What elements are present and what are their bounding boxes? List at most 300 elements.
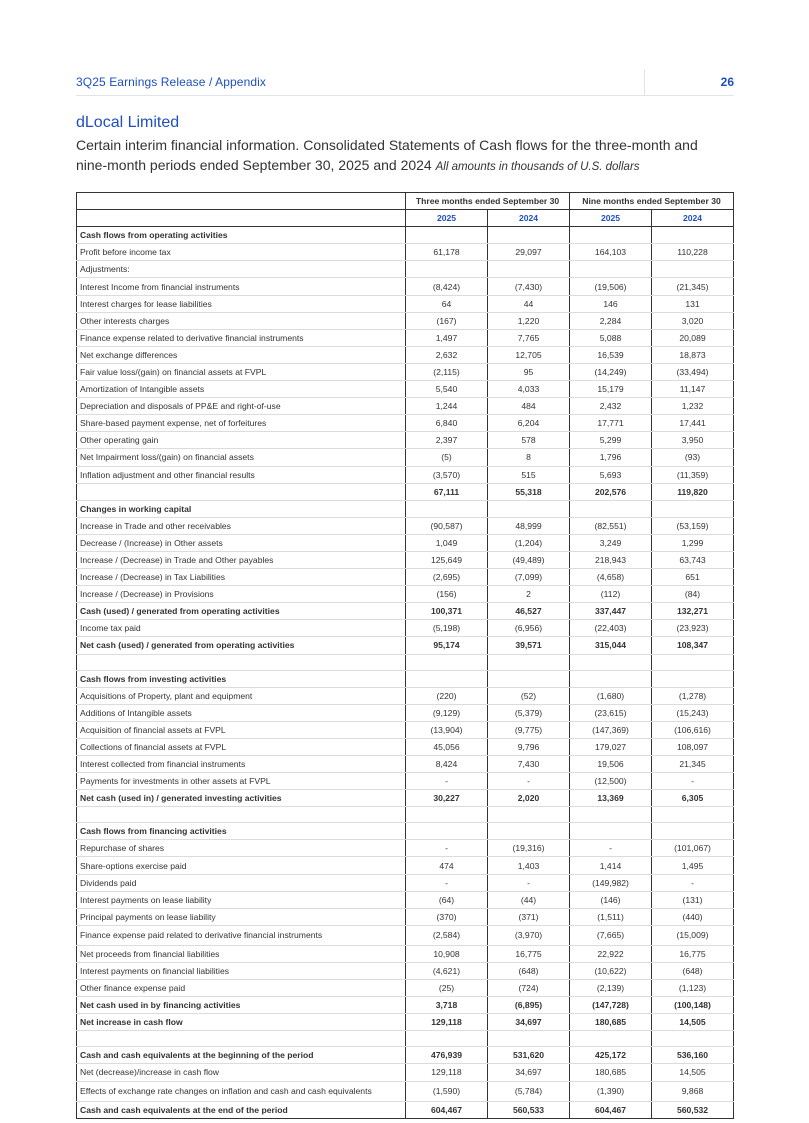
row-label: Share-options exercise paid (77, 857, 406, 874)
year-3m-2024: 2024 (488, 210, 570, 227)
value-3m-2024: 55,318 (488, 483, 570, 500)
value-3m-2024: 2 (488, 586, 570, 603)
value-3m-2025: (25) (406, 980, 488, 997)
table-row (77, 807, 734, 823)
table-row (77, 840, 734, 857)
value-9m-2025: 15,179 (570, 381, 652, 398)
table-row (77, 1047, 734, 1064)
value-9m-2025: 2,284 (570, 312, 652, 329)
value-9m-2025: (10,622) (570, 962, 652, 979)
value-9m-2024 (652, 227, 734, 244)
value-3m-2024: 16,775 (488, 945, 570, 962)
table-row (77, 620, 734, 637)
value-9m-2024: 1,299 (652, 534, 734, 551)
value-9m-2024: 651 (652, 569, 734, 586)
value-3m-2025: (220) (406, 687, 488, 704)
value-3m-2025: (4,621) (406, 962, 488, 979)
value-9m-2025 (570, 807, 652, 823)
table-row (77, 244, 734, 261)
value-9m-2024: (440) (652, 908, 734, 925)
value-3m-2024: - (488, 874, 570, 891)
value-9m-2025: (23,615) (570, 704, 652, 721)
table-row (77, 329, 734, 346)
table-row (77, 449, 734, 466)
value-3m-2025: (3,570) (406, 466, 488, 483)
value-9m-2024: 18,873 (652, 346, 734, 363)
value-9m-2025: 16,539 (570, 346, 652, 363)
value-3m-2024 (488, 807, 570, 823)
value-9m-2025: (14,249) (570, 363, 652, 380)
value-3m-2024: (7,099) (488, 569, 570, 586)
value-9m-2024: 131 (652, 295, 734, 312)
value-9m-2024: 3,950 (652, 432, 734, 449)
value-9m-2025: (12,500) (570, 773, 652, 790)
table-row (77, 227, 734, 244)
value-3m-2025 (406, 227, 488, 244)
table-row (77, 704, 734, 721)
value-9m-2025 (570, 670, 652, 687)
row-label: Other interests charges (77, 312, 406, 329)
value-3m-2025: 5,540 (406, 381, 488, 398)
table-row (77, 874, 734, 891)
value-9m-2024: (15,009) (652, 925, 734, 945)
value-9m-2025: - (570, 840, 652, 857)
value-9m-2025 (570, 227, 652, 244)
value-3m-2025: (5) (406, 449, 488, 466)
value-9m-2024: 17,441 (652, 415, 734, 432)
table-row (77, 363, 734, 380)
value-3m-2024: (52) (488, 687, 570, 704)
value-3m-2024: 515 (488, 466, 570, 483)
row-label: Net (decrease)/increase in cash flow (77, 1064, 406, 1081)
table-row (77, 997, 734, 1014)
value-3m-2025: (64) (406, 891, 488, 908)
value-9m-2024: 108,097 (652, 738, 734, 755)
table-row (77, 790, 734, 807)
value-3m-2025: 6,840 (406, 415, 488, 432)
row-label: Inflation adjustment and other financial results (77, 466, 406, 483)
row-label: Net Impairment loss/(gain) on financial assets (77, 449, 406, 466)
year-9m-2024: 2024 (652, 210, 734, 227)
value-3m-2025: (156) (406, 586, 488, 603)
table-row (77, 261, 734, 278)
value-9m-2025: 17,771 (570, 415, 652, 432)
table-row (77, 823, 734, 840)
value-3m-2024: 34,697 (488, 1064, 570, 1081)
value-9m-2025: 22,922 (570, 945, 652, 962)
table-row (77, 534, 734, 551)
table-row (77, 483, 734, 500)
table-row (77, 346, 734, 363)
value-3m-2024: 4,033 (488, 381, 570, 398)
value-3m-2024: 46,527 (488, 603, 570, 620)
value-9m-2024: (11,359) (652, 466, 734, 483)
value-9m-2024 (652, 500, 734, 517)
value-3m-2025 (406, 1031, 488, 1047)
value-3m-2025: 476,939 (406, 1047, 488, 1064)
value-3m-2025: 3,718 (406, 997, 488, 1014)
value-9m-2025: 3,249 (570, 534, 652, 551)
value-9m-2024: 21,345 (652, 756, 734, 773)
value-9m-2024: 14,505 (652, 1064, 734, 1081)
value-9m-2025: 1,414 (570, 857, 652, 874)
row-label: Increase / (Decrease) in Provisions (77, 586, 406, 603)
row-label: Other operating gain (77, 432, 406, 449)
statement-title (76, 135, 726, 177)
table-row (77, 687, 734, 704)
row-label: Interest charges for lease liabilities (77, 295, 406, 312)
value-9m-2024: 536,160 (652, 1047, 734, 1064)
value-9m-2025: 5,088 (570, 329, 652, 346)
value-3m-2024: 2,020 (488, 790, 570, 807)
value-3m-2024: (3,970) (488, 925, 570, 945)
value-3m-2024: 39,571 (488, 637, 570, 654)
value-9m-2025: 315,044 (570, 637, 652, 654)
value-3m-2024: (371) (488, 908, 570, 925)
table-row (77, 908, 734, 925)
row-label: Effects of exchange rate changes on inflation and cash and cash equivalents (77, 1081, 406, 1101)
value-9m-2024: (84) (652, 586, 734, 603)
value-3m-2024 (488, 261, 570, 278)
value-3m-2025: 10,908 (406, 945, 488, 962)
row-label: Increase / (Decrease) in Trade and Other payables (77, 551, 406, 568)
table-row (77, 654, 734, 670)
row-label: Net cash used in by financing activities (77, 997, 406, 1014)
row-label: Fair value loss/(gain) on financial assets at FVPL (77, 363, 406, 380)
value-3m-2025: (13,904) (406, 721, 488, 738)
value-9m-2024: 14,505 (652, 1014, 734, 1031)
value-9m-2025 (570, 500, 652, 517)
value-3m-2025: 129,118 (406, 1064, 488, 1081)
value-3m-2024: 9,796 (488, 738, 570, 755)
value-9m-2025: (1,511) (570, 908, 652, 925)
value-9m-2025: 164,103 (570, 244, 652, 261)
year-9m-2025: 2025 (570, 210, 652, 227)
value-3m-2024: 12,705 (488, 346, 570, 363)
table-row (77, 278, 734, 295)
table-row (77, 1031, 734, 1047)
row-label (77, 483, 406, 500)
value-3m-2024: 6,204 (488, 415, 570, 432)
value-9m-2025: 337,447 (570, 603, 652, 620)
value-9m-2024: 1,232 (652, 398, 734, 415)
row-label: Interest payments on lease liability (77, 891, 406, 908)
table-row (77, 603, 734, 620)
value-9m-2024: (1,278) (652, 687, 734, 704)
value-3m-2024 (488, 1031, 570, 1047)
value-9m-2025: (147,369) (570, 721, 652, 738)
row-label: Depreciation and disposals of PP&E and right-of-use (77, 398, 406, 415)
table-row (77, 517, 734, 534)
value-3m-2024: 8 (488, 449, 570, 466)
value-9m-2024 (652, 261, 734, 278)
value-3m-2025: - (406, 874, 488, 891)
value-3m-2025 (406, 807, 488, 823)
value-9m-2024: 3,020 (652, 312, 734, 329)
value-9m-2024: 110,228 (652, 244, 734, 261)
value-3m-2025: (8,424) (406, 278, 488, 295)
value-3m-2024: (5,784) (488, 1081, 570, 1101)
row-label: Interest Income from financial instruments (77, 278, 406, 295)
value-9m-2025: (82,551) (570, 517, 652, 534)
value-9m-2025 (570, 261, 652, 278)
value-3m-2024: 531,620 (488, 1047, 570, 1064)
row-label: Cash flows from investing activities (77, 670, 406, 687)
row-label: Amortization of Intangible assets (77, 381, 406, 398)
value-3m-2025: 64 (406, 295, 488, 312)
statement-title-text: Certain interim financial information. Consolidated Statements of Cash flows for the three-month and nine-month periods ended September 30, 2025 and 2024 (76, 137, 698, 173)
value-9m-2025: (1,390) (570, 1081, 652, 1101)
table-row (77, 773, 734, 790)
value-3m-2025: 2,397 (406, 432, 488, 449)
row-label: Changes in working capital (77, 500, 406, 517)
value-3m-2025 (406, 670, 488, 687)
value-3m-2025: (1,590) (406, 1081, 488, 1101)
value-9m-2025: 218,943 (570, 551, 652, 568)
table-year-header (77, 210, 734, 227)
value-3m-2025: - (406, 840, 488, 857)
header-breadcrumb: 3Q25 Earnings Release / Appendix (76, 75, 266, 89)
value-9m-2024: (93) (652, 449, 734, 466)
value-9m-2025 (570, 823, 652, 840)
value-3m-2024: 95 (488, 363, 570, 380)
value-3m-2025: 1,049 (406, 534, 488, 551)
table-row (77, 551, 734, 568)
value-9m-2025: (112) (570, 586, 652, 603)
header-blank-cell (77, 193, 406, 210)
value-9m-2024 (652, 654, 734, 670)
value-9m-2024: (648) (652, 962, 734, 979)
row-label: Interest collected from financial instruments (77, 756, 406, 773)
value-3m-2025: (9,129) (406, 704, 488, 721)
value-9m-2025: 13,369 (570, 790, 652, 807)
value-9m-2024: (53,159) (652, 517, 734, 534)
value-9m-2025: 1,796 (570, 449, 652, 466)
value-3m-2025: 604,467 (406, 1101, 488, 1118)
value-3m-2024: (5,379) (488, 704, 570, 721)
table-row (77, 398, 734, 415)
row-label: Share-based payment expense, net of forfeitures (77, 415, 406, 432)
row-label: Decrease / (Increase) in Other assets (77, 534, 406, 551)
value-9m-2025 (570, 1031, 652, 1047)
value-9m-2025: 180,685 (570, 1064, 652, 1081)
value-3m-2024: 1,403 (488, 857, 570, 874)
value-3m-2025: 61,178 (406, 244, 488, 261)
table-row (77, 466, 734, 483)
value-9m-2025: (1,680) (570, 687, 652, 704)
value-3m-2024: 34,697 (488, 1014, 570, 1031)
value-3m-2024: 484 (488, 398, 570, 415)
table-row (77, 586, 734, 603)
table-row (77, 738, 734, 755)
value-3m-2025: 67,111 (406, 483, 488, 500)
value-9m-2025: 19,506 (570, 756, 652, 773)
value-3m-2024: - (488, 773, 570, 790)
row-label (77, 1031, 406, 1047)
value-3m-2025: 100,371 (406, 603, 488, 620)
table-row (77, 1064, 734, 1081)
table-row (77, 925, 734, 945)
row-label: Adjustments: (77, 261, 406, 278)
table-group-header (77, 193, 734, 210)
value-9m-2025: 425,172 (570, 1047, 652, 1064)
table-row (77, 857, 734, 874)
value-3m-2024: (6,956) (488, 620, 570, 637)
value-3m-2024: (9,775) (488, 721, 570, 738)
value-9m-2025: 5,299 (570, 432, 652, 449)
row-label: Increase / (Decrease) in Tax Liabilities (77, 569, 406, 586)
table-row (77, 569, 734, 586)
value-3m-2025 (406, 654, 488, 670)
value-3m-2025: (370) (406, 908, 488, 925)
value-3m-2024 (488, 227, 570, 244)
value-3m-2024: 7,765 (488, 329, 570, 346)
value-9m-2025: (149,982) (570, 874, 652, 891)
value-3m-2024: (648) (488, 962, 570, 979)
row-label: Net cash (used) / generated from operating activities (77, 637, 406, 654)
value-3m-2024: 48,999 (488, 517, 570, 534)
value-3m-2024 (488, 654, 570, 670)
row-label: Increase in Trade and other receivables (77, 517, 406, 534)
page-header (76, 75, 734, 96)
row-label: Additions of Intangible assets (77, 704, 406, 721)
value-3m-2024 (488, 500, 570, 517)
value-9m-2024: 560,532 (652, 1101, 734, 1118)
value-3m-2025: 1,497 (406, 329, 488, 346)
value-9m-2024 (652, 807, 734, 823)
company-name: dLocal Limited (76, 114, 180, 131)
value-3m-2025: 2,632 (406, 346, 488, 363)
row-label: Cash and cash equivalents at the end of the period (77, 1101, 406, 1118)
value-9m-2025: (147,728) (570, 997, 652, 1014)
row-label: Cash and cash equivalents at the beginning of the period (77, 1047, 406, 1064)
value-9m-2024: (131) (652, 891, 734, 908)
value-3m-2024 (488, 670, 570, 687)
value-9m-2025: (7,665) (570, 925, 652, 945)
row-label: Net proceeds from financial liabilities (77, 945, 406, 962)
table-row (77, 295, 734, 312)
value-9m-2024: - (652, 773, 734, 790)
value-9m-2025: 5,693 (570, 466, 652, 483)
row-label: Finance expense paid related to derivative financial instruments (77, 925, 406, 945)
row-label: Acquisitions of Property, plant and equipment (77, 687, 406, 704)
row-label: Cash (used) / generated from operating activities (77, 603, 406, 620)
value-9m-2024: (1,123) (652, 980, 734, 997)
value-9m-2024: 9,868 (652, 1081, 734, 1101)
row-label: Acquisition of financial assets at FVPL (77, 721, 406, 738)
value-3m-2024: 1,220 (488, 312, 570, 329)
value-9m-2024: (101,067) (652, 840, 734, 857)
value-3m-2024: 44 (488, 295, 570, 312)
group-three-months: Three months ended September 30 (406, 193, 570, 210)
value-3m-2025: (2,115) (406, 363, 488, 380)
value-3m-2025: 125,649 (406, 551, 488, 568)
value-9m-2025 (570, 654, 652, 670)
table-row (77, 1101, 734, 1118)
value-9m-2025: 202,576 (570, 483, 652, 500)
row-label: Net increase in cash flow (77, 1014, 406, 1031)
cash-flow-table (76, 192, 734, 1119)
value-9m-2025: (19,506) (570, 278, 652, 295)
table-row (77, 415, 734, 432)
row-label: Finance expense related to derivative financial instruments (77, 329, 406, 346)
table-row (77, 312, 734, 329)
row-label: Net cash (used in) / generated investing activities (77, 790, 406, 807)
value-3m-2025: 1,244 (406, 398, 488, 415)
value-9m-2025: (146) (570, 891, 652, 908)
value-9m-2025: 604,467 (570, 1101, 652, 1118)
value-9m-2025: 179,027 (570, 738, 652, 755)
value-3m-2024: (1,204) (488, 534, 570, 551)
value-9m-2024 (652, 670, 734, 687)
table-row (77, 1014, 734, 1031)
row-label: Payments for investments in other assets at FVPL (77, 773, 406, 790)
value-9m-2024: - (652, 874, 734, 891)
value-3m-2024: (19,316) (488, 840, 570, 857)
value-9m-2025: 146 (570, 295, 652, 312)
value-9m-2024: 11,147 (652, 381, 734, 398)
value-9m-2025: 180,685 (570, 1014, 652, 1031)
value-3m-2025 (406, 261, 488, 278)
value-9m-2024: 1,495 (652, 857, 734, 874)
value-9m-2024: 132,271 (652, 603, 734, 620)
value-9m-2025: 2,432 (570, 398, 652, 415)
value-9m-2024: 20,089 (652, 329, 734, 346)
value-9m-2024 (652, 823, 734, 840)
value-3m-2025: - (406, 773, 488, 790)
value-3m-2024: (49,489) (488, 551, 570, 568)
value-3m-2024: (724) (488, 980, 570, 997)
row-label: Cash flows from operating activities (77, 227, 406, 244)
value-3m-2024: 7,430 (488, 756, 570, 773)
value-9m-2024: (23,923) (652, 620, 734, 637)
row-label: Interest payments on financial liabilities (77, 962, 406, 979)
value-3m-2024: 29,097 (488, 244, 570, 261)
amounts-note: All amounts in thousands of U.S. dollars (435, 161, 640, 173)
table-row (77, 721, 734, 738)
value-3m-2025: 45,056 (406, 738, 488, 755)
value-3m-2025: (2,584) (406, 925, 488, 945)
value-9m-2024: (21,345) (652, 278, 734, 295)
value-3m-2024: (6,895) (488, 997, 570, 1014)
value-9m-2024: 16,775 (652, 945, 734, 962)
value-3m-2025: 30,227 (406, 790, 488, 807)
value-3m-2025: 129,118 (406, 1014, 488, 1031)
row-label: Income tax paid (77, 620, 406, 637)
table-row (77, 891, 734, 908)
value-3m-2024: 560,533 (488, 1101, 570, 1118)
value-9m-2025: (22,403) (570, 620, 652, 637)
page-number: 26 (720, 75, 734, 89)
row-label: Cash flows from financing activities (77, 823, 406, 840)
header-divider (644, 69, 645, 95)
value-9m-2024: (100,148) (652, 997, 734, 1014)
value-3m-2025 (406, 500, 488, 517)
row-label: Collections of financial assets at FVPL (77, 738, 406, 755)
value-9m-2024: 119,820 (652, 483, 734, 500)
header-blank-cell (77, 210, 406, 227)
value-3m-2024: 578 (488, 432, 570, 449)
value-3m-2025: (90,587) (406, 517, 488, 534)
table-row (77, 756, 734, 773)
value-3m-2025: 474 (406, 857, 488, 874)
value-3m-2025: 8,424 (406, 756, 488, 773)
row-label: Dividends paid (77, 874, 406, 891)
row-label (77, 654, 406, 670)
value-9m-2024: (15,243) (652, 704, 734, 721)
table-row (77, 432, 734, 449)
value-3m-2024: (7,430) (488, 278, 570, 295)
